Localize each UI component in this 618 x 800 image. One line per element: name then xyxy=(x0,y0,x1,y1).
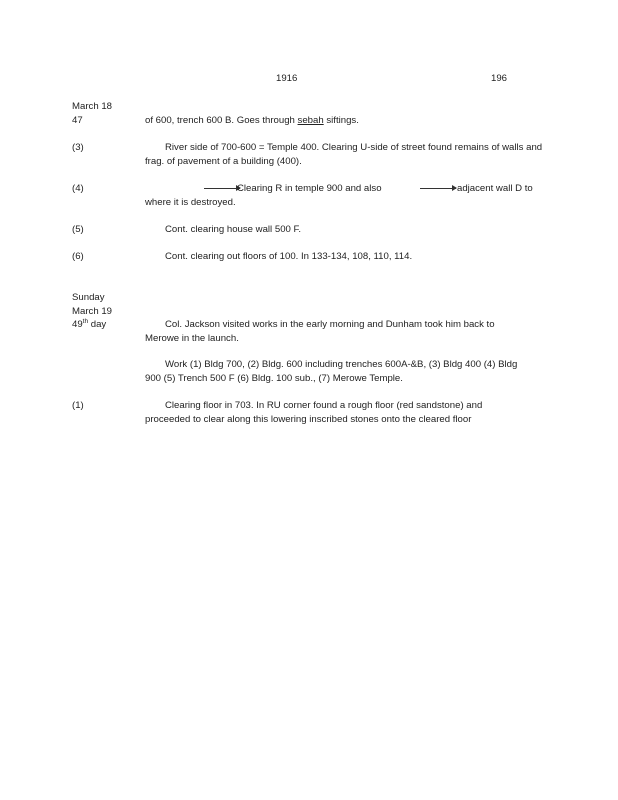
entry-text: Cont. clearing house wall 500 F. xyxy=(165,224,301,235)
entry-label: (3) xyxy=(72,142,84,153)
day-suffix: th xyxy=(82,317,89,325)
entry-text-part: where it is destroyed. xyxy=(145,197,236,208)
entry-date: March 18 xyxy=(72,101,112,112)
entry-label: (6) xyxy=(72,251,84,262)
entry-text: Cont. clearing out floors of 100. In 133-134, 108, 110, 114. xyxy=(165,251,413,262)
year-heading: 1916 xyxy=(276,73,298,84)
entry-text xyxy=(145,114,359,128)
entry-label: (4) xyxy=(72,183,84,194)
entry-text: Clearing floor in 703. In RU corner found a rough floor (red sandstone) and proceeded to clear along this lowering inscribed stones onto the cleared floor xyxy=(145,400,483,425)
entry-text-part: of 600, trench 600 B. Goes through xyxy=(145,115,298,126)
entry-weekday: Sunday xyxy=(72,292,105,303)
entry-date: March 19 xyxy=(72,306,112,317)
entry-text: River side of 700-600 = Temple 400. Clearing U-side of street found remains of walls and frag. of pavement of a building (400). xyxy=(145,142,543,167)
day-number: 49 xyxy=(72,319,83,330)
entry-label: (5) xyxy=(72,224,84,235)
entry-day-count xyxy=(72,318,106,332)
day-word: day xyxy=(88,319,107,330)
page-number: 196 xyxy=(491,73,508,84)
entry-label: (1) xyxy=(72,400,84,411)
underlined-word: sebah xyxy=(297,115,324,126)
entry-text-part: Clearing R in temple 900 and also xyxy=(237,183,382,194)
work-list-text: Work (1) Bldg 700, (2) Bldg. 600 including trenches 600A-&B, (3) Bldg 400 (4) Bldg 900 (5) Trench 500 F (6) Bldg. 100 sub., (7) Merowe Temple. xyxy=(145,359,518,384)
entry-day-number: 47 xyxy=(72,115,83,126)
entry-text-part: adjacent wall D to xyxy=(457,183,533,194)
entry-text: Col. Jackson visited works in the early morning and Dunham took him back to Merowe in the launch. xyxy=(145,319,495,344)
arrow-icon xyxy=(416,182,460,196)
entry-text-part: siftings. xyxy=(323,115,359,126)
